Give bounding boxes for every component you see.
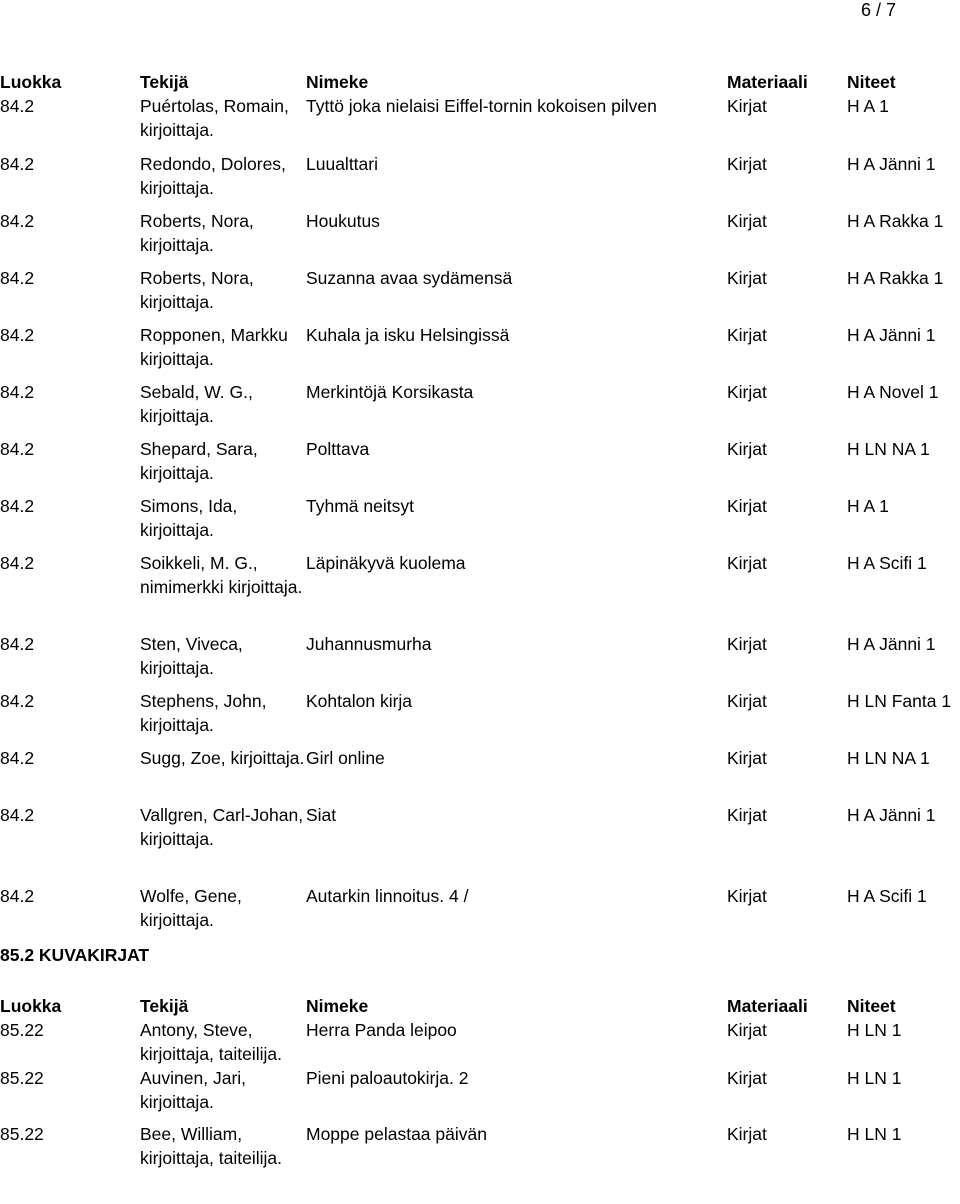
table-row (0, 689, 960, 746)
header-niteet: Niteet (847, 72, 896, 92)
cell-nimeke: Girl online (306, 748, 385, 768)
cell-materiaali: Kirjat (727, 1020, 767, 1040)
header-tekija: Tekijä (140, 996, 189, 1016)
cell-niteet: H A Novel 1 (847, 382, 939, 402)
cell-niteet: H LN Fanta 1 (847, 691, 952, 711)
table-row (0, 152, 960, 209)
cell-materiaali: Kirjat (727, 1068, 767, 1088)
cell-nimeke: Merkintöjä Korsikasta (306, 382, 474, 402)
cell-niteet: H LN 1 (847, 1124, 902, 1144)
cell-nimeke: Tyhmä neitsyt (306, 496, 414, 516)
table-row (0, 94, 960, 152)
table-row (0, 632, 960, 689)
cell-tekija: Stephens, John, kirjoittaja. (140, 691, 267, 735)
cell-tekija: Soikkeli, M. G., nimimerkki kirjoittaja. (140, 553, 303, 597)
cell-tekija: Simons, Ida, kirjoittaja. (140, 496, 238, 540)
header-nimeke: Nimeke (306, 72, 369, 92)
header-luokka: Luokka (0, 996, 62, 1016)
cell-nimeke: Luualttari (306, 154, 378, 174)
cell-niteet: H LN NA 1 (847, 748, 930, 768)
table-row (0, 380, 960, 437)
cell-luokka: 84.2 (0, 96, 35, 116)
table-row (0, 1066, 960, 1122)
cell-materiaali: Kirjat (727, 211, 767, 231)
cell-luokka: 84.2 (0, 211, 35, 231)
cell-materiaali: Kirjat (727, 325, 767, 345)
cell-materiaali: Kirjat (727, 748, 767, 768)
cell-materiaali: Kirjat (727, 96, 767, 116)
cell-luokka: 84.2 (0, 553, 35, 573)
cell-tekija: Bee, William, kirjoittaja, taiteilija. (140, 1124, 282, 1168)
cell-tekija: Ropponen, Markku kirjoittaja. (140, 325, 288, 369)
table-body (0, 94, 960, 942)
cell-luokka: 84.2 (0, 496, 35, 516)
cell-luokka: 84.2 (0, 439, 35, 459)
cell-luokka: 84.2 (0, 748, 35, 768)
cell-tekija: Sebald, W. G., kirjoittaja. (140, 382, 253, 426)
header-niteet: Niteet (847, 996, 896, 1016)
table-row (0, 746, 960, 803)
table-row (0, 494, 960, 551)
cell-niteet: H A Scifi 1 (847, 553, 927, 573)
table-row (0, 551, 960, 632)
cell-nimeke: Läpinäkyvä kuolema (306, 553, 466, 573)
table-header-row (0, 70, 960, 94)
cell-niteet: H A Rakka 1 (847, 268, 944, 288)
cell-materiaali: Kirjat (727, 886, 767, 906)
cell-niteet: H A Rakka 1 (847, 211, 944, 231)
cell-materiaali: Kirjat (727, 268, 767, 288)
table-row (0, 1122, 960, 1182)
header-materiaali: Materiaali (727, 72, 808, 92)
cell-tekija: Sugg, Zoe, kirjoittaja. (140, 748, 305, 768)
cell-materiaali: Kirjat (727, 439, 767, 459)
cell-niteet: H LN NA 1 (847, 439, 930, 459)
cell-tekija: Redondo, Dolores, kirjoittaja. (140, 154, 286, 198)
cell-niteet: H A Scifi 1 (847, 886, 927, 906)
cell-luokka: 84.2 (0, 154, 35, 174)
cell-luokka: 85.22 (0, 1068, 44, 1088)
cell-tekija: Wolfe, Gene, kirjoittaja. (140, 886, 242, 930)
cell-niteet: H LN 1 (847, 1068, 902, 1088)
cell-tekija: Antony, Steve, kirjoittaja, taiteilija. (140, 1020, 282, 1064)
cell-tekija: Puértolas, Romain, kirjoittaja. (140, 96, 289, 140)
cell-tekija: Sten, Viveca, kirjoittaja. (140, 634, 243, 678)
header-materiaali: Materiaali (727, 996, 808, 1016)
catalog-table-85-2 (0, 994, 960, 1182)
cell-materiaali: Kirjat (727, 553, 767, 573)
cell-materiaali: Kirjat (727, 1124, 767, 1144)
cell-nimeke: Autarkin linnoitus. 4 / (306, 886, 469, 906)
cell-nimeke: Tyttö joka nielaisi Eiffel-tornin kokoisen pilven (306, 96, 657, 116)
cell-nimeke: Siat (306, 805, 337, 825)
table-row (0, 1018, 960, 1066)
cell-niteet: H A 1 (847, 496, 889, 516)
cell-tekija: Roberts, Nora, kirjoittaja. (140, 211, 254, 255)
table-row (0, 803, 960, 884)
cell-tekija: Shepard, Sara, kirjoittaja. (140, 439, 258, 483)
cell-niteet: H A Jänni 1 (847, 325, 936, 345)
cell-tekija: Roberts, Nora, kirjoittaja. (140, 268, 254, 312)
cell-niteet: H A Jänni 1 (847, 634, 936, 654)
cell-nimeke: Moppe pelastaa päivän (306, 1124, 487, 1144)
cell-luokka: 84.2 (0, 691, 35, 711)
table-row (0, 209, 960, 266)
cell-materiaali: Kirjat (727, 496, 767, 516)
cell-luokka: 84.2 (0, 268, 35, 288)
table-row (0, 884, 960, 942)
cell-luokka: 84.2 (0, 382, 35, 402)
section-title: 85.2 KUVAKIRJAT (0, 945, 150, 965)
catalog-table-84-2 (0, 70, 960, 942)
cell-nimeke: Pieni paloautokirja. 2 (306, 1068, 469, 1088)
cell-materiaali: Kirjat (727, 154, 767, 174)
header-nimeke: Nimeke (306, 996, 369, 1016)
cell-nimeke: Kuhala ja isku Helsingissä (306, 325, 510, 345)
cell-luokka: 84.2 (0, 325, 35, 345)
cell-materiaali: Kirjat (727, 382, 767, 402)
cell-materiaali: Kirjat (727, 691, 767, 711)
header-tekija: Tekijä (140, 72, 189, 92)
cell-luokka: 85.22 (0, 1020, 44, 1040)
cell-tekija: Auvinen, Jari, kirjoittaja. (140, 1068, 247, 1112)
page-number: 6 / 7 (860, 0, 896, 20)
table-row (0, 266, 960, 323)
cell-nimeke: Herra Panda leipoo (306, 1020, 457, 1040)
cell-niteet: H A Jänni 1 (847, 805, 936, 825)
cell-nimeke: Suzanna avaa sydämensä (306, 268, 513, 288)
cell-luokka: 84.2 (0, 805, 35, 825)
table-row (0, 437, 960, 494)
cell-luokka: 84.2 (0, 886, 35, 906)
table-header-row (0, 994, 960, 1018)
cell-nimeke: Houkutus (306, 211, 380, 231)
cell-niteet: H LN 1 (847, 1020, 902, 1040)
cell-nimeke: Polttava (306, 439, 370, 459)
header-luokka: Luokka (0, 72, 62, 92)
cell-nimeke: Kohtalon kirja (306, 691, 413, 711)
cell-luokka: 85.22 (0, 1124, 44, 1144)
cell-materiaali: Kirjat (727, 805, 767, 825)
cell-niteet: H A 1 (847, 96, 889, 116)
cell-luokka: 84.2 (0, 634, 35, 654)
cell-nimeke: Juhannusmurha (306, 634, 432, 654)
cell-tekija: Vallgren, Carl-Johan, kirjoittaja. (140, 805, 304, 849)
table-body (0, 1018, 960, 1182)
cell-niteet: H A Jänni 1 (847, 154, 936, 174)
table-row (0, 323, 960, 380)
cell-materiaali: Kirjat (727, 634, 767, 654)
